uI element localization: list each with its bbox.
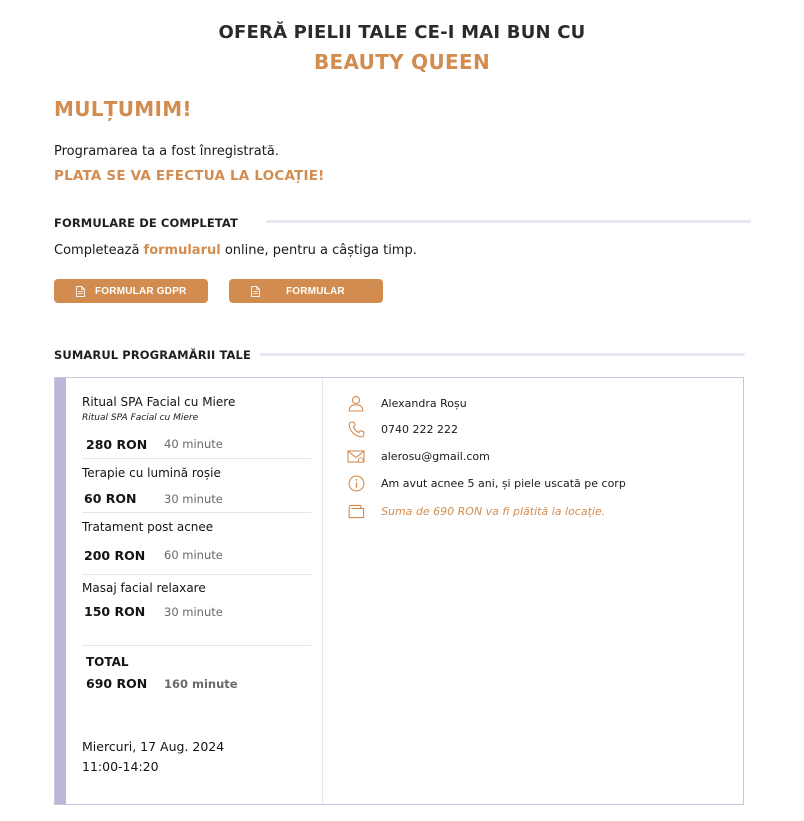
thank-you-heading: MULȚUMIM! bbox=[54, 97, 192, 121]
form-button-label: FORMULAR bbox=[286, 285, 345, 297]
service-name: Terapie cu lumină roșie bbox=[82, 466, 221, 480]
appointment-time: 11:00-14:20 bbox=[82, 759, 159, 774]
document-icon bbox=[251, 286, 260, 297]
service-separator bbox=[82, 574, 311, 575]
payment-location-note: PLATA SE VA EFECTUA LA LOCAȚIE! bbox=[54, 168, 325, 184]
total-price: 690 RON bbox=[86, 676, 148, 691]
service-price: 200 RON bbox=[84, 548, 146, 563]
service-price: 280 RON bbox=[86, 437, 148, 452]
service-price: 60 RON bbox=[84, 491, 137, 506]
service-item bbox=[82, 466, 311, 480]
document-icon bbox=[76, 286, 85, 297]
hero-brand-name: BEAUTY QUEEN bbox=[313, 50, 490, 74]
service-name: Tratament post acnee bbox=[82, 520, 214, 534]
gdpr-form-button[interactable] bbox=[54, 279, 208, 303]
registration-message: Programarea ta a fost înregistrată. bbox=[54, 144, 279, 159]
service-name: Masaj facial relaxare bbox=[82, 581, 206, 595]
client-email[interactable]: alerosu@gmail.com bbox=[381, 449, 490, 463]
service-name: Ritual SPA Facial cu Miere bbox=[82, 395, 236, 409]
appointment-summary-card bbox=[54, 377, 744, 805]
card-column-divider bbox=[322, 378, 323, 804]
client-name-row bbox=[347, 394, 467, 412]
total-duration: 160 minute bbox=[164, 677, 238, 691]
info-icon bbox=[347, 474, 365, 492]
client-phone: 0740 222 222 bbox=[381, 422, 458, 436]
client-note: Am avut acnee 5 ani, și piele uscată pe corp bbox=[381, 476, 626, 490]
service-price: 150 RON bbox=[84, 604, 146, 619]
wallet-icon bbox=[347, 502, 365, 520]
service-duration: 30 minute bbox=[164, 492, 223, 506]
form-button[interactable] bbox=[229, 279, 383, 303]
service-duration: 30 minute bbox=[164, 605, 223, 619]
service-subtitle: Ritual SPA Facial cu Miere bbox=[82, 413, 199, 423]
card-accent-stripe bbox=[55, 378, 66, 804]
payment-info-row bbox=[347, 502, 605, 520]
summary-section-title: SUMARUL PROGRAMĂRII TALE bbox=[54, 348, 251, 362]
email-icon bbox=[347, 447, 365, 465]
service-duration: 40 minute bbox=[164, 437, 223, 451]
payment-info: Suma de 690 RON va fi plătită la locație. bbox=[381, 504, 606, 518]
user-icon bbox=[347, 394, 365, 412]
forms-section-title: FORMULARE DE COMPLETAT bbox=[54, 216, 238, 230]
hero-title-line1: OFERĂ PIELII TALE CE-I MAI BUN CU bbox=[218, 22, 586, 43]
forms-section-rule bbox=[266, 220, 751, 223]
service-separator bbox=[82, 458, 311, 459]
total-separator bbox=[82, 645, 311, 646]
client-note-row bbox=[347, 474, 626, 492]
total-label: TOTAL bbox=[86, 655, 129, 669]
phone-icon bbox=[347, 420, 365, 438]
client-name: Alexandra Roșu bbox=[381, 396, 467, 410]
client-email-row bbox=[347, 447, 490, 465]
gdpr-form-button-label: FORMULAR GDPR bbox=[95, 285, 187, 297]
forms-link[interactable]: formularul bbox=[143, 243, 221, 258]
service-item bbox=[82, 395, 311, 423]
service-item bbox=[82, 581, 311, 595]
forms-instruction-before: Completează bbox=[54, 243, 144, 258]
summary-section-rule bbox=[260, 353, 745, 356]
forms-instruction-after: online, pentru a câștiga timp. bbox=[220, 243, 417, 258]
appointment-date: Miercuri, 17 Aug. 2024 bbox=[82, 739, 225, 754]
forms-instruction bbox=[54, 243, 417, 258]
service-duration: 60 minute bbox=[164, 548, 223, 562]
service-separator bbox=[82, 512, 311, 513]
service-item bbox=[82, 520, 311, 534]
client-phone-row bbox=[347, 420, 458, 438]
